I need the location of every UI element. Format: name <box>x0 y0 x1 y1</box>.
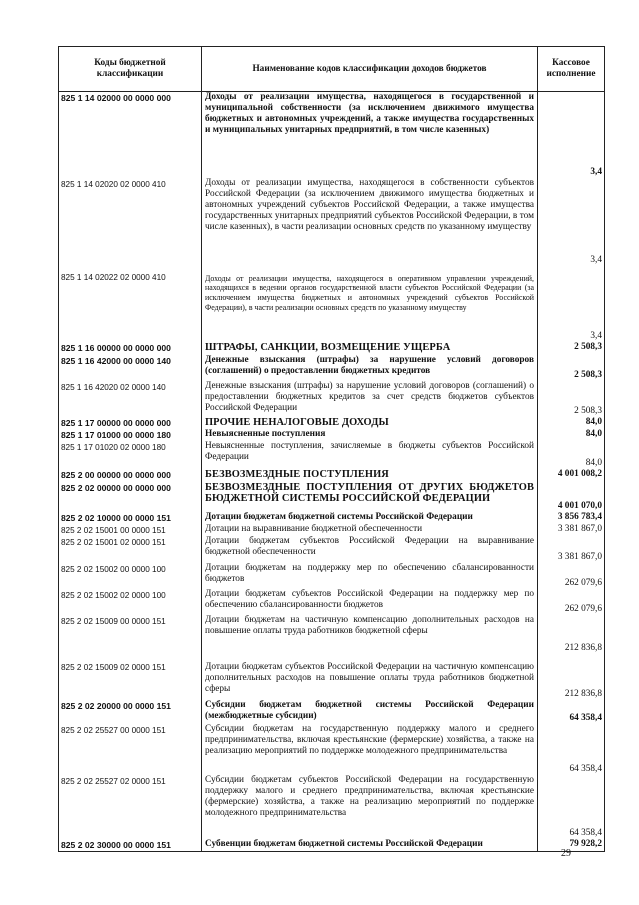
table-row <box>59 482 605 512</box>
row-code: 825 1 14 02022 02 0000 410 <box>59 266 202 342</box>
row-value: 212 836,8 <box>538 615 605 654</box>
page-number: 29 <box>561 848 571 859</box>
table-row <box>59 266 605 342</box>
table-row <box>59 512 605 524</box>
row-value: 4 001 070,0 <box>538 482 605 512</box>
row-name: Дотации на выравнивание бюджетной обеспеченности <box>202 524 538 536</box>
row-code: 825 2 02 15009 02 0000 151 <box>59 654 202 700</box>
row-code: 825 1 16 42020 02 0000 140 <box>59 381 202 417</box>
row-name: Невыясненные поступления, зачисляемые в бюджеты субъектов Российской Федерации <box>202 441 538 469</box>
row-code: 825 2 02 25527 00 0000 151 <box>59 724 202 775</box>
row-value: 3 381 867,0 <box>538 524 605 536</box>
row-value: 262 079,6 <box>538 589 605 615</box>
row-name: Доходы от реализации имущества, находящегося в государственной и муниципальной собственности (за исключением движимого имущества бюджетных и автономных учреждений, а также имущества государственных и муниципальных унитарных предприятий, в том числе казенных) <box>202 92 538 178</box>
row-name: Субвенции бюджетам бюджетной системы Российской Федерации <box>202 839 538 852</box>
row-code: 825 2 02 10000 00 0000 151 <box>59 512 202 524</box>
table-row <box>59 429 605 441</box>
row-value: 84,0 <box>538 429 605 441</box>
row-code: 825 2 02 20000 00 0000 151 <box>59 700 202 724</box>
row-code: 825 1 14 02020 02 0000 410 <box>59 178 202 266</box>
row-name: Субсидии бюджетам на государственную поддержку малого и среднего предпринимательства, включая крестьянские (фермерские) хозяйства, а также на реализацию мероприятий по поддержке молодежного предпринимательства <box>202 724 538 775</box>
budget-revenue-table <box>58 46 605 852</box>
row-name: Дотации бюджетам бюджетной системы Российской Федерации <box>202 512 538 524</box>
table-row <box>59 417 605 429</box>
row-code: 825 2 02 00000 00 0000 000 <box>59 482 202 512</box>
row-name: Дотации бюджетам субъектов Российской Федерации на выравнивание бюджетной обеспеченности <box>202 536 538 563</box>
table-row <box>59 92 605 178</box>
row-value: 84,0 <box>538 441 605 469</box>
row-name: Доходы от реализации имущества, находящегося в оперативном управлении учреждений, находящихся в ведении органов государственной власти субъектов Российской Федерации (за исключением имущества бюджетных и автономных учреждений субъектов Российской Федерации), в части реализации основных средств по указанному имуществу <box>202 266 538 342</box>
row-code: 825 2 02 30000 00 0000 151 <box>59 839 202 852</box>
row-code: 825 2 02 15002 02 0000 100 <box>59 589 202 615</box>
row-value: 3 856 783,4 <box>538 512 605 524</box>
table-header-row <box>59 47 605 92</box>
table-row <box>59 563 605 589</box>
table-row <box>59 342 605 355</box>
table-row <box>59 775 605 839</box>
row-code: 825 2 00 00000 00 0000 000 <box>59 469 202 482</box>
row-code: 825 1 16 00000 00 0000 000 <box>59 342 202 355</box>
row-name: Доходы от реализации имущества, находящегося в собственности субъектов Российской Федерации (за исключением движимого имущества бюджетных и автономных учреждений субъектов Российской Федерации, а также имущества государственных унитарных предприятий субъектов Российской Федерации, в том числе казенных), в части реализации основных средств по указанному имуществу <box>202 178 538 266</box>
table-row <box>59 524 605 536</box>
row-code: 825 2 02 15001 02 0000 151 <box>59 536 202 563</box>
row-code: 825 2 02 15009 00 0000 151 <box>59 615 202 654</box>
header-names: Наименование кодов классификации доходов бюджетов <box>202 47 538 92</box>
row-value: 3,4 <box>538 266 605 342</box>
table-row <box>59 654 605 700</box>
row-value: 64 358,4 <box>538 724 605 775</box>
row-code: 825 1 14 02000 00 0000 000 <box>59 92 202 178</box>
row-name: Невыясненные поступления <box>202 429 538 441</box>
row-value: 3,4 <box>538 92 605 178</box>
row-code: 825 2 02 25527 02 0000 151 <box>59 775 202 839</box>
budget-table-sheet <box>58 46 604 852</box>
row-value: 2 508,3 <box>538 355 605 381</box>
row-name: Дотации бюджетам на частичную компенсацию дополнительных расходов на повышение оплаты труда работников бюджетной сферы <box>202 615 538 654</box>
row-code: 825 1 17 00000 00 0000 000 <box>59 417 202 429</box>
row-value: 2 508,3 <box>538 342 605 355</box>
row-value: 212 836,8 <box>538 654 605 700</box>
table-row <box>59 839 605 852</box>
row-name: БЕЗВОЗМЕЗДНЫЕ ПОСТУПЛЕНИЯ ОТ ДРУГИХ БЮДЖЕТОВ БЮДЖЕТНОЙ СИСТЕМЫ РОССИЙСКОЙ ФЕДЕРАЦИИ <box>202 482 538 512</box>
row-value: 262 079,6 <box>538 563 605 589</box>
table-row <box>59 536 605 563</box>
row-value: 3 381 867,0 <box>538 536 605 563</box>
row-code: 825 1 17 01020 02 0000 180 <box>59 441 202 469</box>
row-code: 825 2 02 15002 00 0000 100 <box>59 563 202 589</box>
row-name: Субсидии бюджетам субъектов Российской Федерации на государственную поддержку малого и среднего предпринимательства, включая крестьянские (фермерские) хозяйства, а также на реализацию мероприятий по поддержке молодежного предпринимательства <box>202 775 538 839</box>
row-value: 64 358,4 <box>538 700 605 724</box>
row-code: 825 1 16 42000 00 0000 140 <box>59 355 202 381</box>
table-row <box>59 724 605 775</box>
table-row <box>59 441 605 469</box>
row-name: БЕЗВОЗМЕЗДНЫЕ ПОСТУПЛЕНИЯ <box>202 469 538 482</box>
table-row <box>59 178 605 266</box>
header-codes: Коды бюджетной классификации <box>59 47 202 92</box>
row-value: 2 508,3 <box>538 381 605 417</box>
row-name: Дотации бюджетам субъектов Российской Федерации на частичную компенсацию дополнительных расходов на повышение оплаты труда работников бюджетной сферы <box>202 654 538 700</box>
row-code: 825 2 02 15001 00 0000 151 <box>59 524 202 536</box>
row-name: Дотации бюджетам на поддержку мер по обеспечению сбалансированности бюджетов <box>202 563 538 589</box>
row-name: Субсидии бюджетам бюджетной системы Российской Федерации (межбюджетные субсидии) <box>202 700 538 724</box>
row-value: 64 358,4 <box>538 775 605 839</box>
table-row <box>59 589 605 615</box>
row-name: ШТРАФЫ, САНКЦИИ, ВОЗМЕЩЕНИЕ УЩЕРБА <box>202 342 538 355</box>
table-row <box>59 355 605 381</box>
header-execution: Кассовое исполнение <box>538 47 605 92</box>
row-value: 4 001 008,2 <box>538 469 605 482</box>
row-value: 84,0 <box>538 417 605 429</box>
table-row <box>59 469 605 482</box>
row-name: Денежные взыскания (штрафы) за нарушение условий договоров (соглашений) о предоставлении бюджетных кредитов <box>202 355 538 381</box>
row-name: ПРОЧИЕ НЕНАЛОГОВЫЕ ДОХОДЫ <box>202 417 538 429</box>
row-value: 3,4 <box>538 178 605 266</box>
table-row <box>59 700 605 724</box>
row-name: Дотации бюджетам субъектов Российской Федерации на поддержку мер по обеспечению сбалансированности бюджетов <box>202 589 538 615</box>
row-name: Денежные взыскания (штрафы) за нарушение условий договоров (соглашений) о предоставлении бюджетных кредитов за счет средств бюджетов субъектов Российской Федерации <box>202 381 538 417</box>
table-row <box>59 381 605 417</box>
row-value: 79 928,2 <box>538 839 605 852</box>
row-code: 825 1 17 01000 00 0000 180 <box>59 429 202 441</box>
table-row <box>59 615 605 654</box>
